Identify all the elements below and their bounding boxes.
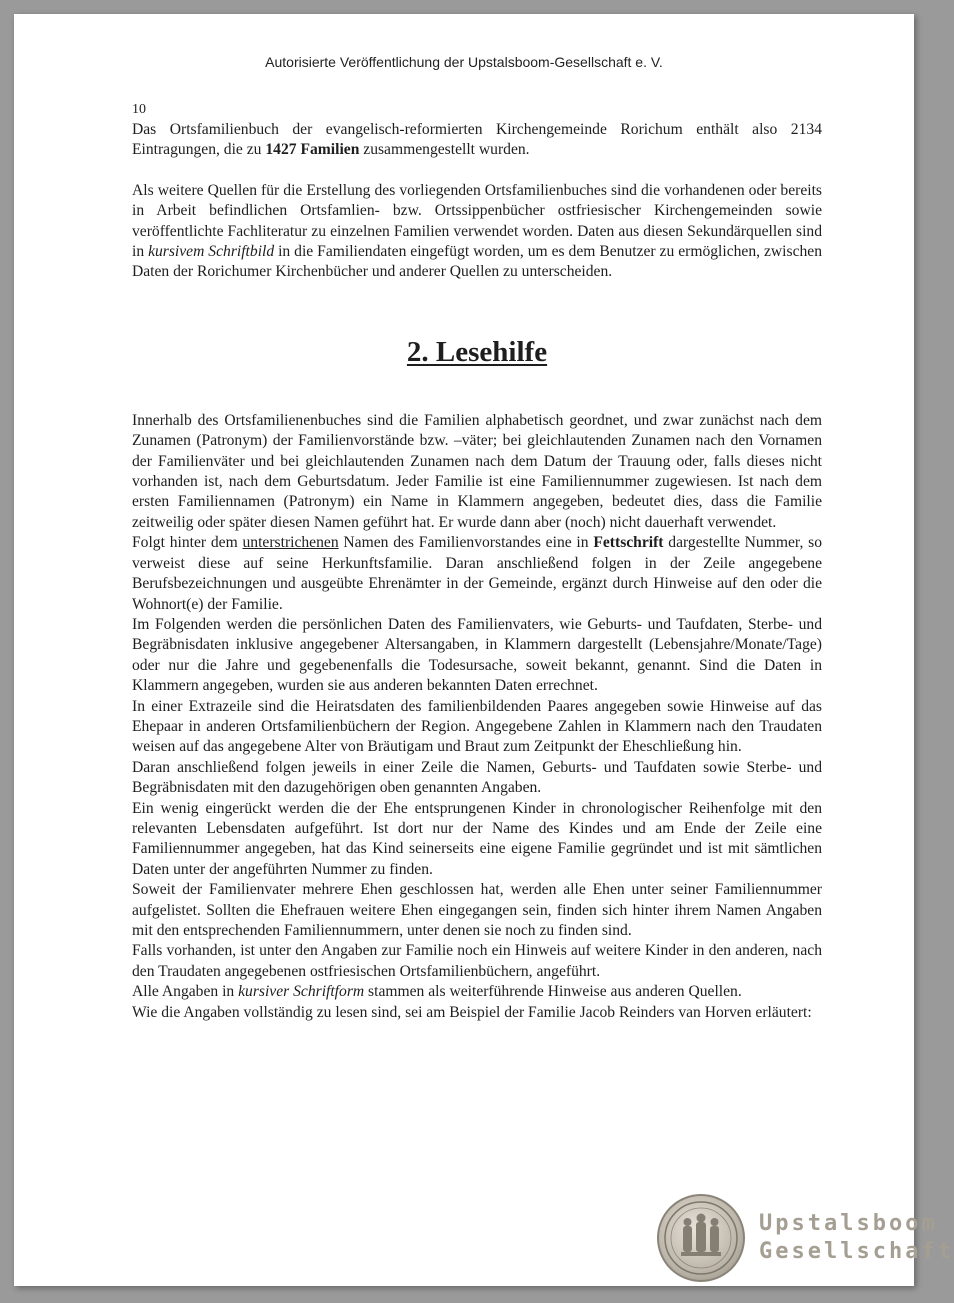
seal-icon	[657, 1194, 745, 1282]
body-paragraph-3: Im Folgenden werden die persönlichen Daten des Familienvaters, wie Geburts- und Taufdaten, Sterbe- und Begräbnisdaten inklusive angegebener Altersangaben, in Klammern dargestellt (Lebensjahre/Monate/Tage) oder nur die Jahre und gegebenenfalls die Todesursache, soweit bekannt, genannt. Sind die Daten in Klammern angegeben, wurden sie aus anderen bekannten Daten errechnet.	[132, 615, 822, 695]
section-heading: 2. Lesehilfe	[406, 335, 548, 368]
body-paragraph-9	[132, 982, 822, 1002]
underlined-text: unterstrichenen	[242, 534, 339, 552]
body-paragraph-4: In einer Extrazeile sind die Heiratsdaten des familienbildenden Paares angegeben sowie Hinweise auf das Ehepaar in anderen Ortsfamilienbüchern der Region. Angegebene Zahlen in Klammern nach den Traudaten weisen auf das angegebene Alter von Bräutigam und Braut zum Zeitpunkt der Eheschließung hin.	[132, 697, 822, 756]
page-header: Autorisierte Veröffentlichung der Upstalsboom-Gesellschaft e. V.	[265, 54, 663, 70]
bold-text: 1427 Familien	[265, 141, 360, 159]
italic-text: kursiver Schriftform	[238, 983, 365, 1001]
intro-paragraph-2	[132, 181, 822, 283]
bold-text: Fettschrift	[593, 534, 664, 552]
intro-paragraph-1	[132, 120, 822, 161]
body-paragraph-7: Soweit der Familienvater mehrere Ehen geschlossen hat, werden alle Ehen unter seiner Familiennummer aufgelistet. Sollten die Ehefrauen weitere Ehen eingegangen sein, finden sich hinter ihrem Namen Angaben mit den entsprechenden Familiennummern, unter denen sie noch zu finden sind.	[132, 881, 822, 939]
body-paragraph-6: Ein wenig eingerückt werden die der Ehe entsprungenen Kinder in chronologischer Reihenfolge mit den relevanten Lebensdaten aufgeführt. Ist dort nur der Name des Kindes und am Ende der Zeile eine Familiennummer angegeben, hat das Kind seinerseits eine eigene Familie gegründet und ist mit sämtlichen Daten unter der angeführten Nummer zu finden.	[132, 799, 822, 878]
italic-text: kursivem Schriftbild	[148, 243, 275, 261]
text-run: in die Familiendaten eingefügt worden, um es dem Benutzer zu ermöglichen, zwischen Daten der Rorichumer Kirchenbücher und anderer Quellen zu unterscheiden.	[132, 243, 823, 281]
body-paragraph-10: Wie die Angaben vollständig zu lesen sind, sei am Beispiel der Familie Jacob Reinders van Horven erläutert:	[132, 1003, 812, 1021]
text-run: zusammengestellt wurden.	[359, 141, 530, 159]
text-run: Das Ortsfamilienbuch der evangelisch-reformierten Kirchengemeinde Rorichum enthält also 2134 Eintragungen, die zu	[132, 121, 822, 159]
body-paragraph-5: Daran anschließend folgen jeweils in einer Zeile die Namen, Geburts- und Taufdaten sowie Sterbe- und Begräbnisdaten mit den dazugehörigen oben genannten Angaben.	[132, 758, 822, 797]
logo-line-2: Gesellschaft	[759, 1239, 954, 1264]
logo-wordmark	[759, 1210, 954, 1266]
text-run: dargestellte Nummer, so verweist diese auf seine Herkunftsfamilie. Daran anschließend folgen in der Zeile angegebene Berufsbezeichnungen und ausgeübte Ehrenämter in der Gemeinde, ergänzt durch Hinweise auf den oder die Wohnort(e) der Familie.	[132, 534, 822, 613]
society-logo	[657, 1194, 954, 1282]
text-run: Namen des Familienvorstandes eine in	[338, 534, 594, 552]
body-paragraph-1: Innerhalb des Ortsfamilienenbuches sind die Familien alphabetisch geordnet, und zwar zunächst nach dem Zunamen (Patronym) der Familienvorstände bzw. –väter; bei gleichlautenden Zunamen nach den Vornamen der Familienväter und bei gleichlautenden Zunamen nach dem Datum der Trauung oder, falls dieses nicht vorhanden ist, nach dem Geburtsdatum. Jeder Familie ist eine Familiennummer zugewiesen. Ist nach dem ersten Familiennamen (Patronym) ein Name in Klammern angegeben, bedeutet dies, dass die Familie zeitweilig oder später diesen Namen geführt hat. Er wurde dann aber (noch) nicht dauerhaft verwendet.	[132, 411, 822, 531]
page-number: 10	[132, 102, 146, 117]
text-run: Alle Angaben in	[132, 983, 239, 1001]
body-paragraph-8: Falls vorhanden, ist unter den Angaben zur Familie noch ein Hinweis auf weitere Kinder in den anderen, nach den Traudaten angegebenen ostfriesischen Ortsfamilienbüchern, angeführt.	[132, 942, 822, 980]
text-run: stammen als weiterführende Hinweise aus anderen Quellen.	[364, 983, 742, 1001]
logo-line-1: Upstalsboom	[759, 1211, 938, 1236]
document-page	[14, 14, 954, 1286]
page-content	[132, 100, 822, 1023]
text-run: Als weitere Quellen für die Erstellung des vorliegenden Ortsfamilienbuches sind die vorhandenen oder bereits in Arbeit befindlichen Ortsfamlien- bzw. Ortssippenbücher ostfriesischer Kirchengemeinden sowie veröffentlichte Fachliteratur zu einzelnen Familien verwendet worden. Daten aus diesen Sekundärquellen sind in	[132, 181, 822, 261]
text-run: Folgt hinter dem	[132, 534, 243, 552]
body-paragraph-2	[132, 533, 822, 615]
